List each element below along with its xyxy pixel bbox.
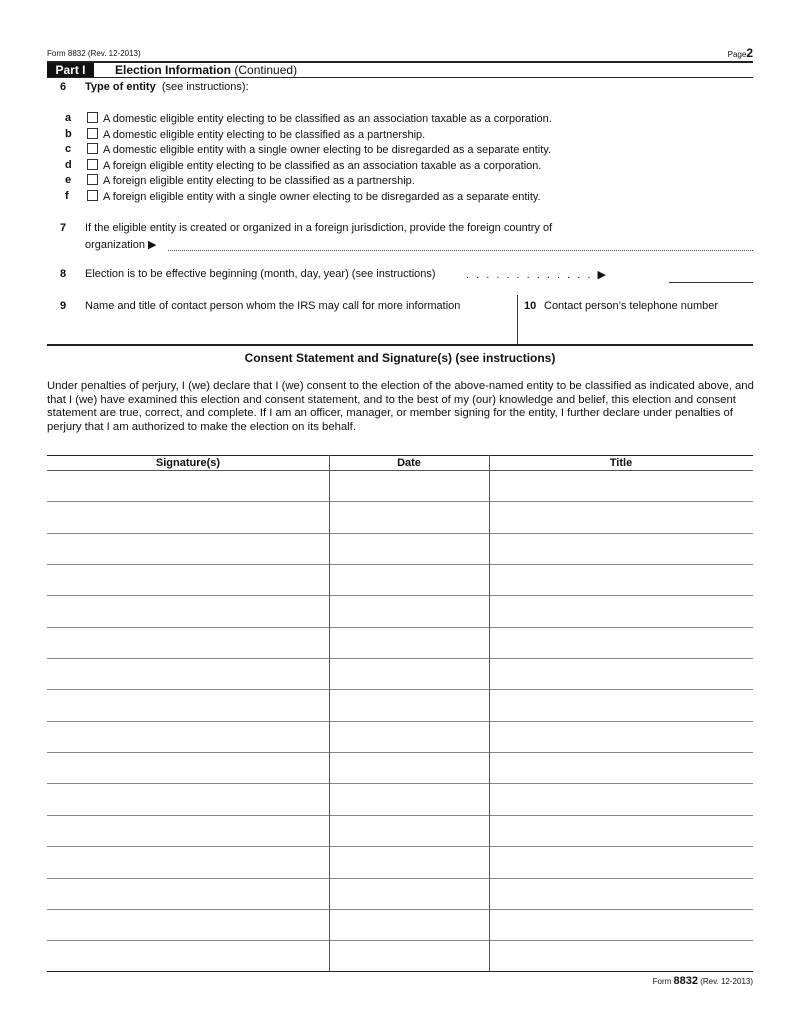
signature-cell[interactable] [47,879,329,909]
consent-paragraph: Under penalties of perjury, I (we) declare that I (we) consent to the election of the above-named entity to be classified as indicated above, and that I (we) have examined this election and consent statement, and to the best of my (our) knowledge and belief, this election and consent statement are true, correct, and complete. If I am an officer, manager, or member signing for the entity, I further declare under penalties of perjury that I am authorized to make the election on its behalf. [47,380,754,433]
signature-cell[interactable] [47,785,329,815]
signature-cell[interactable] [47,753,329,783]
column-header-date: Date [397,457,421,469]
checkbox[interactable] [87,112,98,123]
signature-cell[interactable] [47,502,329,532]
date-cell[interactable] [329,941,489,972]
effective-date-field[interactable] [669,268,753,283]
divider [47,971,753,972]
part-title [115,63,297,77]
entity-option-a [87,112,552,125]
title-cell[interactable] [489,565,753,595]
item-7-text: If the eligible entity is created or organized in a foreign jurisdiction, provide the foreign country of [85,222,553,234]
page-label: Page [727,50,747,59]
signature-row [47,534,753,565]
title-cell[interactable] [489,785,753,815]
option-text: A foreign eligible entity electing to be classified as a partnership. [103,175,415,188]
signature-cell[interactable] [47,534,329,564]
title-cell[interactable] [489,534,753,564]
signature-row [47,471,753,502]
item-9-text: Name and title of contact person whom the IRS may call for more information [85,300,461,312]
option-text: A foreign eligible entity electing to be classified as an association taxable as a corporation. [103,159,542,172]
date-cell[interactable] [329,502,489,532]
checkbox[interactable] [87,190,98,201]
signature-row [47,565,753,596]
divider [47,77,753,78]
date-cell[interactable] [329,534,489,564]
title-cell[interactable] [489,628,753,658]
signature-row [47,816,753,847]
item-7-number: 7 [60,222,67,234]
option-letter: d [65,158,72,171]
column-header-title: Title [609,457,633,469]
signature-row [47,941,753,972]
column-header-signature: Signature(s) [155,457,221,469]
item-8-text: Election is to be effective beginning (month, day, year) (see instructions) [85,268,436,280]
column-divider [489,455,490,972]
signature-row [47,659,753,690]
part-label: Part I [47,63,94,77]
title-cell[interactable] [489,690,753,720]
item-10-number: 10 [524,300,537,312]
checkbox[interactable] [87,174,98,185]
entity-option-b [87,128,425,141]
foreign-country-field[interactable] [168,238,753,251]
item-6-label [85,81,249,93]
date-cell[interactable] [329,659,489,689]
option-letter: a [65,112,72,124]
part-title-suffix: (Continued) [234,63,298,77]
signature-cell[interactable] [47,471,329,501]
column-divider [329,455,330,972]
signature-row [47,910,753,941]
title-cell[interactable] [489,753,753,783]
item-6-note: (see instructions): [161,81,249,93]
contact-name-field[interactable] [47,314,516,344]
date-cell[interactable] [329,785,489,815]
signature-row [47,847,753,878]
title-cell[interactable] [489,722,753,752]
footer [653,975,753,987]
part-title-text: Election Information [115,63,232,77]
form-reference: Form 8832 (Rev. 12-2013) [47,49,141,58]
option-text: A domestic eligible entity electing to be classified as an association taxable as a corporation. [103,113,552,125]
option-text: A domestic eligible entity electing to be classified as a partnership. [103,128,426,141]
title-cell[interactable] [489,910,753,940]
page-number: 2 [746,46,753,60]
date-cell[interactable] [329,596,489,626]
signature-row [47,628,753,659]
date-cell[interactable] [329,847,489,877]
option-letter: e [65,174,72,187]
signature-cell[interactable] [47,941,329,972]
footer-form-number: 8832 [673,975,698,987]
signature-cell[interactable] [47,847,329,877]
item-9-number: 9 [60,300,67,312]
signature-cell[interactable] [47,596,329,626]
item-8-number: 8 [60,268,67,280]
signature-row [47,753,753,784]
footer-form-label: Form [652,977,672,986]
signature-row [47,785,753,816]
signature-cell[interactable] [47,565,329,595]
divider [47,344,753,346]
title-cell[interactable] [489,659,753,689]
checkbox[interactable] [87,128,98,139]
entity-option-e [87,174,415,187]
signature-cell[interactable] [47,910,329,940]
signature-cell[interactable] [47,659,329,689]
title-cell[interactable] [489,502,753,532]
page-indicator [728,46,753,60]
checkbox[interactable] [87,159,98,170]
signature-cell[interactable] [47,690,329,720]
entity-option-d [87,159,541,172]
entity-option-f [87,190,541,203]
title-cell[interactable] [489,816,753,846]
consent-title: Consent Statement and Signature(s) (see instructions) [244,351,556,365]
date-cell[interactable] [329,816,489,846]
title-cell[interactable] [489,941,753,972]
signature-row [47,596,753,627]
item-7-label: organization ▶ [85,239,157,251]
signature-row [47,502,753,533]
date-cell[interactable] [329,565,489,595]
title-cell[interactable] [489,596,753,626]
date-cell[interactable] [329,722,489,752]
contact-phone-field[interactable] [518,314,753,344]
date-cell[interactable] [329,690,489,720]
signature-row [47,690,753,721]
date-cell[interactable] [329,879,489,909]
item-8-leader: . . . . . . . . . . . . . ▶ [466,269,608,281]
title-cell[interactable] [489,471,753,501]
footer-revision: (Rev. 12-2013) [700,977,753,986]
signature-row [47,879,753,910]
option-text: A foreign eligible entity with a single owner electing to be disregarded as a separate entity. [103,191,541,203]
option-text: A domestic eligible entity with a single owner electing to be disregarded as a separate entity. [103,144,551,157]
option-letter: b [65,127,72,140]
option-letter: f [65,190,69,202]
signature-row [47,722,753,753]
date-cell[interactable] [329,910,489,940]
date-cell[interactable] [329,628,489,658]
date-cell[interactable] [329,753,489,783]
signature-cell[interactable] [47,816,329,846]
date-cell[interactable] [329,471,489,501]
entity-option-c [87,143,551,156]
item-6-number: 6 [60,81,67,93]
signature-cell[interactable] [47,722,329,752]
title-cell[interactable] [489,879,753,909]
signature-cell[interactable] [47,628,329,658]
option-letter: c [65,143,72,156]
checkbox[interactable] [87,143,98,154]
item-10-text: Contact person’s telephone number [544,300,719,312]
title-cell[interactable] [489,847,753,877]
item-6-title: Type of entity [85,81,156,93]
